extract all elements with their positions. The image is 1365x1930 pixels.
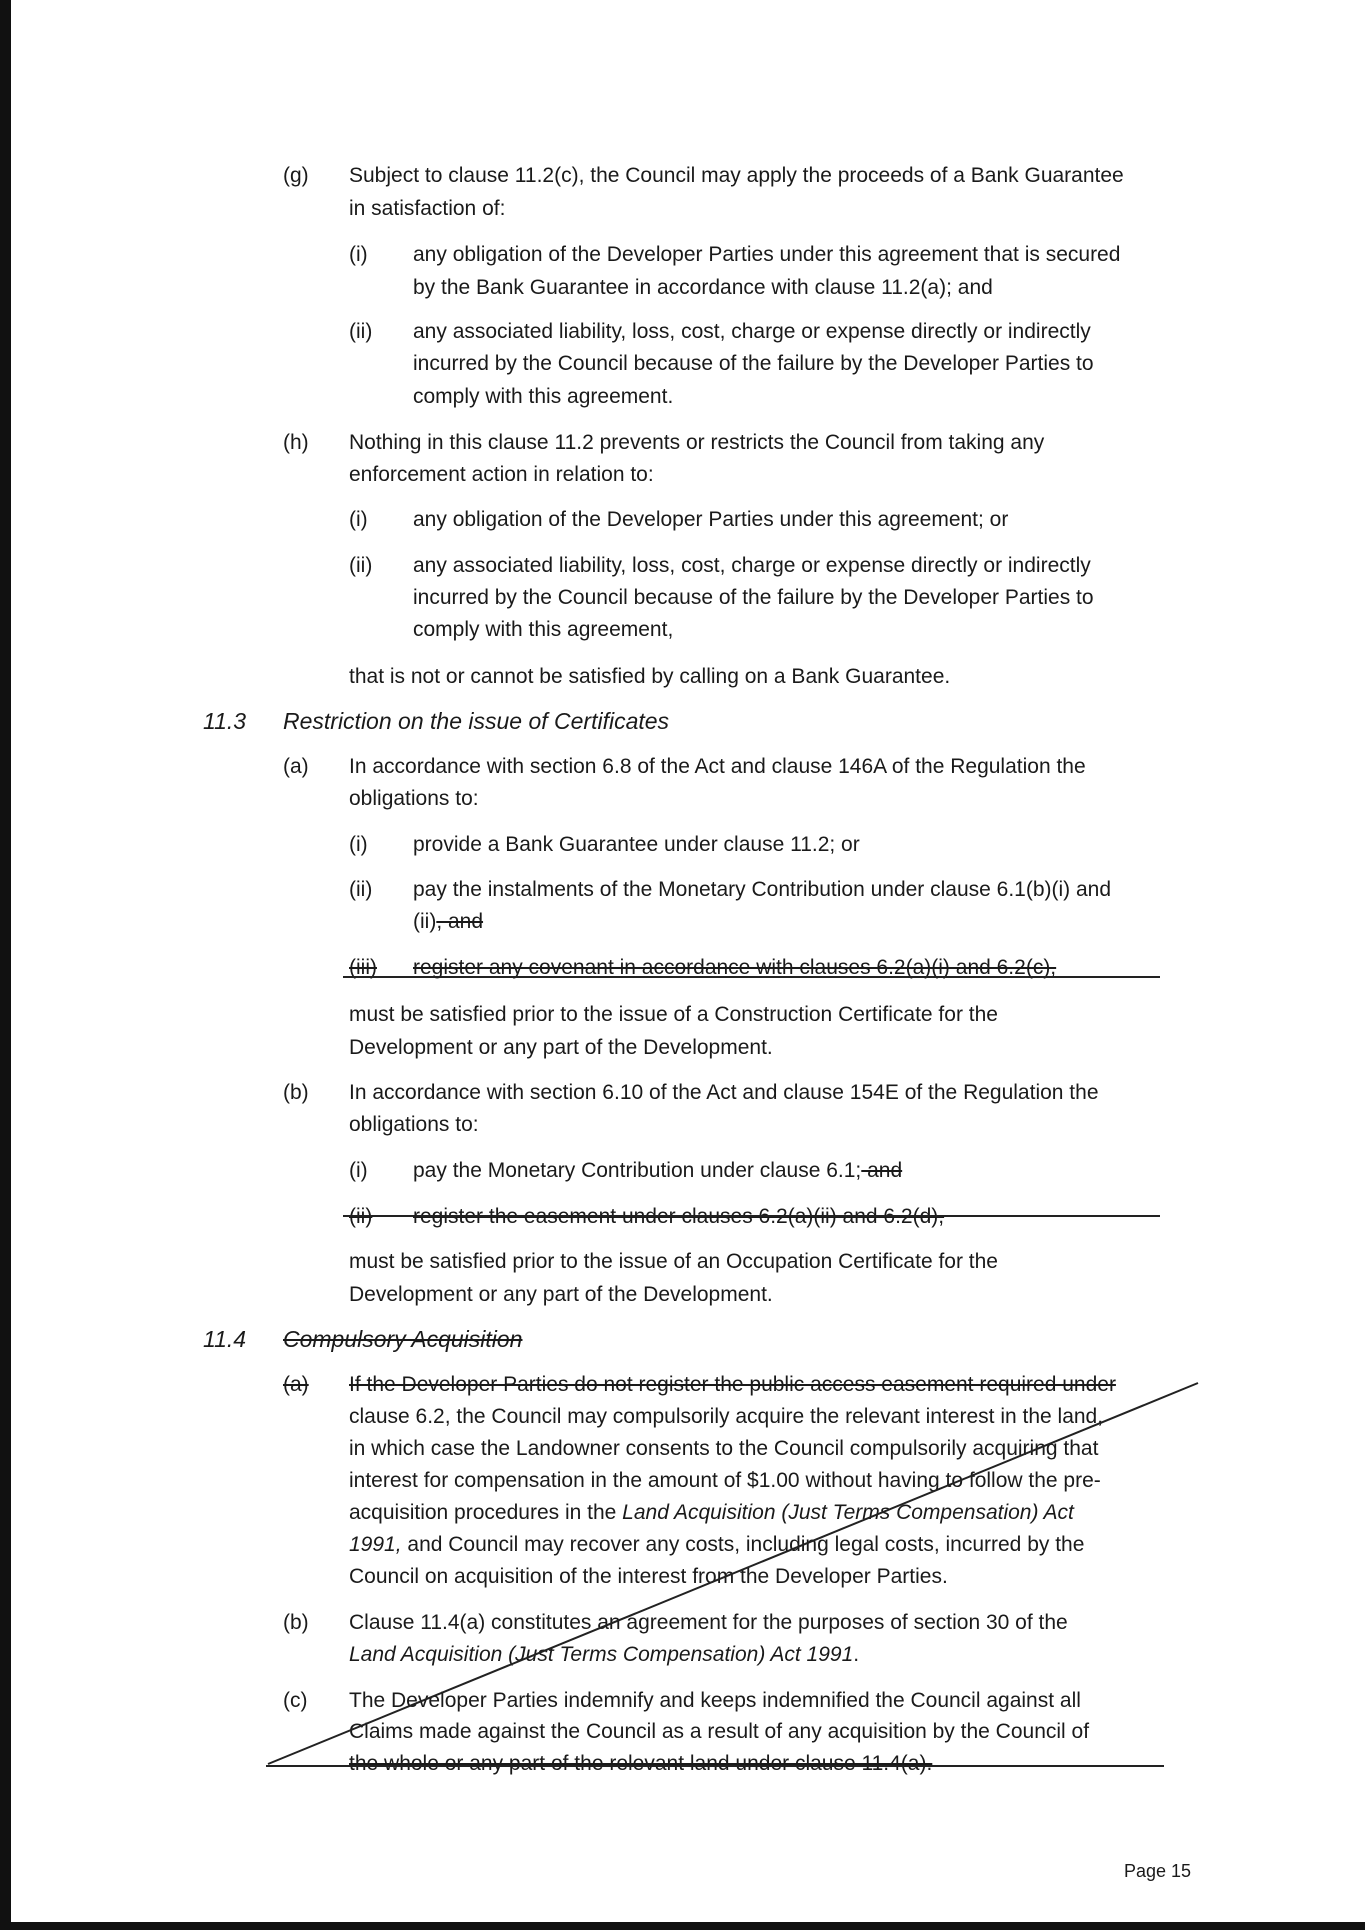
clause-11-4-b-text-post: . [853,1643,860,1666]
act-title: Land Acquisition (Just Terms Compensation) Act [622,1501,1074,1524]
clause-g-label: (g) [283,164,309,187]
clause-11-3-a-ii-text-kept: (ii) [413,910,437,933]
deleted-text: , and [436,910,484,933]
clause-11-3-b-i-label: (i) [349,1159,368,1182]
clause-11-4-b-text: Clause 11.4(a) constitutes an agreement for the purposes of section 30 of the [349,1611,1068,1634]
clause-11-4-c-text: The Developer Parties indemnify and keeps indemnified the Council against all [349,1689,1081,1712]
deleted-text: and [861,1159,903,1182]
clause-11-3-b-text: In accordance with section 6.10 of the Act and clause 154E of the Regulation the [349,1081,1099,1104]
clause-h-ii-label: (ii) [349,554,373,577]
section-11-4-title: Compulsory Acquisition [283,1326,523,1352]
clause-11-3-b-i-text-kept: pay the Monetary Contribution under clause 6.1; [413,1159,862,1182]
section-11-4-number: 11.4 [203,1326,247,1352]
clause-11-4-b-label: (b) [283,1611,309,1634]
clause-h-label: (h) [283,431,309,454]
clause-11-4-a-text: clause 6.2, the Council may compulsorily acquire the relevant interest in the land, [349,1405,1104,1428]
clause-11-3-b-tail: Development or any part of the Development. [349,1283,773,1306]
clause-h-ii-text: incurred by the Council because of the failure by the Developer Parties to [413,586,1094,609]
deleted-clause-11-3-b-ii-text: register the easement under clauses 6.2(a)(ii) and 6.2(d), [413,1205,945,1228]
clause-h-ii-text: comply with this agreement, [413,618,674,641]
clause-11-3-a-tail: must be satisfied prior to the issue of a Construction Certificate for the [349,1003,998,1026]
clause-11-4-c-text: Claims made against the Council as a result of any acquisition by the Council of [349,1720,1090,1743]
deleted-clause-11-3-b-ii-label: (ii) [349,1205,373,1228]
clause-11-3-a-tail: Development or any part of the Development. [349,1036,773,1059]
clause-11-4-a-text-post: and Council may recover any costs, including legal costs, incurred by the [401,1533,1085,1556]
deleted-clause-11-3-a-iii-label: (iii) [349,956,377,979]
clause-h-text: enforcement action in relation to: [349,463,654,486]
act-title: Land Acquisition (Just Terms Compensation) Act 1991 [349,1643,854,1666]
clause-g-i-label: (i) [349,243,368,266]
clause-11-3-a-label: (a) [283,755,309,778]
clause-h-i-label: (i) [349,508,368,531]
section-11-3-title: Restriction on the issue of Certificates [283,708,670,734]
section-11-3-number: 11.3 [203,708,247,734]
clause-11-3-a-ii-text: pay the instalments of the Monetary Contribution under clause 6.1(b)(i) and [413,878,1112,901]
clause-11-3-a-ii-label: (ii) [349,878,373,901]
page-number: Page 15 [1124,1861,1192,1881]
clause-11-3-a-i-text: provide a Bank Guarantee under clause 11.2; or [413,833,860,856]
clause-h-i-text: any obligation of the Developer Parties under this agreement; or [413,508,1009,531]
clause-h-text: Nothing in this clause 11.2 prevents or restricts the Council from taking any [349,431,1045,454]
clause-g-ii-text: any associated liability, loss, cost, charge or expense directly or indirectly [413,320,1091,343]
clause-11-3-a-text: In accordance with section 6.8 of the Act and clause 146A of the Regulation the [349,755,1086,778]
clause-11-3-b-text: obligations to: [349,1113,479,1136]
clause-h-tail: that is not or cannot be satisfied by calling on a Bank Guarantee. [349,665,951,688]
clause-g-ii-label: (ii) [349,320,373,343]
clause-g-i-text: by the Bank Guarantee in accordance with clause 11.2(a); and [413,276,993,299]
clause-11-3-a-i-label: (i) [349,833,368,856]
act-year: 1991, [349,1533,402,1556]
deleted-clause-11-4-a-text: If the Developer Parties do not register the public access easement required under [349,1373,1116,1396]
clause-11-4-a-text: in which case the Landowner consents to the Council compulsorily acquiring that [349,1437,1099,1460]
clause-g-i-text: any obligation of the Developer Parties under this agreement that is secured [413,243,1121,266]
clause-g-text: in satisfaction of: [349,197,506,220]
clause-11-3-a-text: obligations to: [349,787,479,810]
deleted-clause-11-4-a-label: (a) [283,1373,309,1396]
clause-g-ii-text: incurred by the Council because of the failure by the Developer Parties to [413,352,1094,375]
clause-h-ii-text: any associated liability, loss, cost, charge or expense directly or indirectly [413,554,1091,577]
diagonal-strike-line [268,1383,1198,1764]
clause-g-text: Subject to clause 11.2(c), the Council may apply the proceeds of a Bank Guarantee [349,164,1124,187]
clause-11-4-a-text-pre: acquisition procedures in the [349,1501,623,1524]
clause-11-3-b-tail: must be satisfied prior to the issue of an Occupation Certificate for the [349,1250,998,1273]
clause-11-4-a-text: Council on acquisition of the interest from the Developer Parties. [349,1565,948,1588]
clause-11-3-b-label: (b) [283,1081,309,1104]
clause-11-4-c-label: (c) [283,1689,308,1712]
clause-g-ii-text: comply with this agreement. [413,385,674,408]
clause-11-4-a-text: interest for compensation in the amount of $1.00 without having to follow the pre- [349,1469,1101,1492]
deleted-clause-11-3-a-iii-text: register any covenant in accordance with clauses 6.2(a)(i) and 6.2(c), [413,956,1057,979]
deleted-clause-11-4-c-text: the whole or any part of the relevant land under clause 11.4(a). [349,1752,933,1775]
